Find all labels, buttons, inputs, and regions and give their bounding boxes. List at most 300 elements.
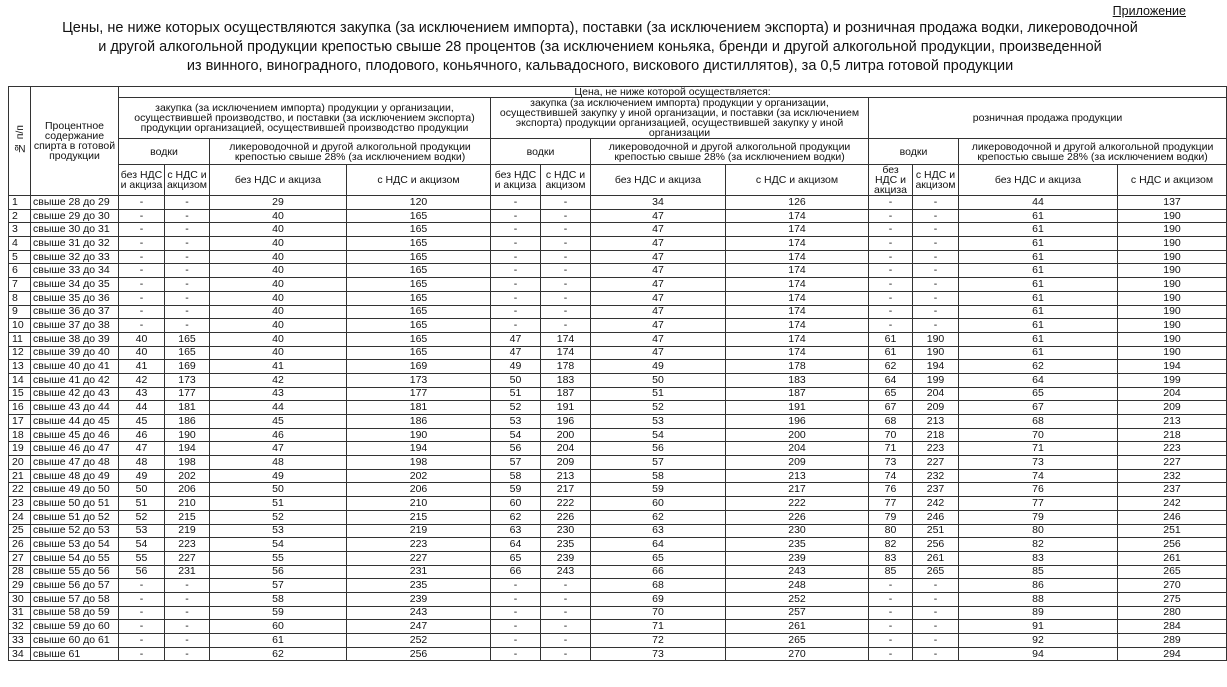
price-cell: - xyxy=(913,606,959,620)
price-cell: 265 xyxy=(726,634,869,648)
price-cell: - xyxy=(491,196,541,210)
price-cell: 231 xyxy=(347,565,491,579)
price-cell: 73 xyxy=(591,647,726,661)
header-group-retail: розничная продажа продукции xyxy=(869,98,1227,139)
price-cell: 232 xyxy=(913,469,959,483)
price-cell: 70 xyxy=(869,428,913,442)
price-cell: 50 xyxy=(491,373,541,387)
price-cell: 65 xyxy=(491,551,541,565)
row-alcohol-range: свыше 60 до 61 xyxy=(31,634,119,648)
price-cell: 50 xyxy=(591,373,726,387)
price-cell: 44 xyxy=(119,401,165,415)
row-alcohol-range: свыше 47 до 48 xyxy=(31,456,119,470)
row-alcohol-range: свыше 55 до 56 xyxy=(31,565,119,579)
price-cell: 261 xyxy=(1118,551,1227,565)
price-cell: 226 xyxy=(726,510,869,524)
price-cell: 61 xyxy=(959,250,1118,264)
table-row xyxy=(9,456,1227,470)
price-cell: 204 xyxy=(726,442,869,456)
price-cell: - xyxy=(119,250,165,264)
price-cell: - xyxy=(913,223,959,237)
price-cell: 261 xyxy=(726,620,869,634)
price-cell: 43 xyxy=(119,387,165,401)
price-cell: 194 xyxy=(165,442,210,456)
price-cell: 94 xyxy=(959,647,1118,661)
price-cell: - xyxy=(869,634,913,648)
price-cell: 256 xyxy=(347,647,491,661)
price-cell: 239 xyxy=(726,551,869,565)
row-alcohol-range: свыше 35 до 36 xyxy=(31,291,119,305)
price-cell: - xyxy=(541,606,591,620)
price-cell: 186 xyxy=(347,415,491,429)
price-cell: 210 xyxy=(347,497,491,511)
price-cell: 70 xyxy=(959,428,1118,442)
price-cell: 223 xyxy=(1118,442,1227,456)
price-cell: 49 xyxy=(491,360,541,374)
price-cell: 56 xyxy=(491,442,541,456)
price-cell: 54 xyxy=(119,538,165,552)
price-cell: - xyxy=(869,196,913,210)
price-cell: 190 xyxy=(1118,250,1227,264)
price-cell: 47 xyxy=(591,332,726,346)
price-cell: 45 xyxy=(210,415,347,429)
row-number: 10 xyxy=(9,319,31,333)
price-cell: 82 xyxy=(869,538,913,552)
row-number: 4 xyxy=(9,237,31,251)
table-row xyxy=(9,373,1227,387)
header-no-vat: без НДС и акциза xyxy=(210,165,347,196)
price-cell: - xyxy=(541,305,591,319)
price-cell: 186 xyxy=(165,415,210,429)
price-cell: 165 xyxy=(347,319,491,333)
row-alcohol-range: свыше 44 до 45 xyxy=(31,415,119,429)
price-cell: - xyxy=(541,291,591,305)
price-cell: - xyxy=(869,579,913,593)
price-cell: 174 xyxy=(541,332,591,346)
price-cell: - xyxy=(913,250,959,264)
price-cell: - xyxy=(119,634,165,648)
table-row xyxy=(9,551,1227,565)
price-cell: 64 xyxy=(869,373,913,387)
price-cell: - xyxy=(165,620,210,634)
price-cell: 40 xyxy=(210,278,347,292)
header-liquor: ликероводочной и другой алкогольной продукции крепостью свыше 28% (за исключением водки) xyxy=(210,139,491,165)
price-cell: 187 xyxy=(541,387,591,401)
price-cell: 61 xyxy=(959,223,1118,237)
row-number: 8 xyxy=(9,291,31,305)
price-cell: 69 xyxy=(591,592,726,606)
price-cell: - xyxy=(491,620,541,634)
price-cell: 47 xyxy=(591,346,726,360)
price-cell: 174 xyxy=(726,223,869,237)
price-cell: - xyxy=(541,278,591,292)
price-cell: - xyxy=(869,305,913,319)
price-cell: 187 xyxy=(726,387,869,401)
price-cell: - xyxy=(165,223,210,237)
price-cell: 62 xyxy=(210,647,347,661)
price-cell: - xyxy=(869,647,913,661)
price-cell: 54 xyxy=(491,428,541,442)
price-cell: - xyxy=(869,319,913,333)
price-cell: 61 xyxy=(869,346,913,360)
price-cell: 217 xyxy=(541,483,591,497)
price-cell: 190 xyxy=(1118,332,1227,346)
price-cell: - xyxy=(913,237,959,251)
price-cell: - xyxy=(165,634,210,648)
price-cell: 92 xyxy=(959,634,1118,648)
price-cell: - xyxy=(541,209,591,223)
price-cell: - xyxy=(869,278,913,292)
price-cell: 261 xyxy=(913,551,959,565)
price-cell: 74 xyxy=(959,469,1118,483)
price-cell: 65 xyxy=(959,387,1118,401)
price-cell: 190 xyxy=(347,428,491,442)
price-cell: 198 xyxy=(165,456,210,470)
price-cell: 57 xyxy=(210,579,347,593)
price-cell: - xyxy=(869,291,913,305)
price-cell: 165 xyxy=(165,332,210,346)
price-cell: 58 xyxy=(591,469,726,483)
price-cell: 43 xyxy=(210,387,347,401)
row-number: 27 xyxy=(9,551,31,565)
price-cell: - xyxy=(541,592,591,606)
price-cell: 218 xyxy=(913,428,959,442)
price-cell: 52 xyxy=(491,401,541,415)
price-cell: 47 xyxy=(591,278,726,292)
price-cell: 137 xyxy=(1118,196,1227,210)
price-cell: 173 xyxy=(347,373,491,387)
price-cell: 41 xyxy=(119,360,165,374)
price-cell: 196 xyxy=(726,415,869,429)
price-cell: - xyxy=(913,579,959,593)
price-cell: 58 xyxy=(210,592,347,606)
price-cell: 174 xyxy=(726,237,869,251)
row-alcohol-range: свыше 41 до 42 xyxy=(31,373,119,387)
row-alcohol-range: свыше 58 до 59 xyxy=(31,606,119,620)
price-cell: - xyxy=(165,579,210,593)
price-cell: 67 xyxy=(869,401,913,415)
table-row xyxy=(9,620,1227,634)
price-cell: - xyxy=(165,305,210,319)
row-number: 30 xyxy=(9,592,31,606)
price-cell: 56 xyxy=(591,442,726,456)
row-alcohol-range: свыше 40 до 41 xyxy=(31,360,119,374)
row-number: 13 xyxy=(9,360,31,374)
price-cell: 60 xyxy=(491,497,541,511)
price-cell: - xyxy=(491,250,541,264)
header-with-vat: с НДС и акцизом xyxy=(347,165,491,196)
row-number: 32 xyxy=(9,620,31,634)
price-cell: 46 xyxy=(210,428,347,442)
price-cell: 280 xyxy=(1118,606,1227,620)
price-cell: 165 xyxy=(347,250,491,264)
row-alcohol-range: свыше 56 до 57 xyxy=(31,579,119,593)
table-row xyxy=(9,346,1227,360)
header-vodka: водки xyxy=(869,139,959,165)
row-alcohol-range: свыше 37 до 38 xyxy=(31,319,119,333)
price-cell: 50 xyxy=(119,483,165,497)
price-cell: 80 xyxy=(869,524,913,538)
price-cell: 190 xyxy=(1118,264,1227,278)
price-cell: - xyxy=(119,305,165,319)
price-cell: 181 xyxy=(347,401,491,415)
price-cell: 265 xyxy=(913,565,959,579)
price-cell: 73 xyxy=(959,456,1118,470)
price-cell: 74 xyxy=(869,469,913,483)
price-cell: 86 xyxy=(959,579,1118,593)
price-cell: 174 xyxy=(726,264,869,278)
table-row xyxy=(9,209,1227,223)
price-cell: 183 xyxy=(541,373,591,387)
price-cell: 40 xyxy=(210,250,347,264)
row-alcohol-range: свыше 38 до 39 xyxy=(31,332,119,346)
price-cell: - xyxy=(491,264,541,278)
price-cell: - xyxy=(869,237,913,251)
price-cell: - xyxy=(541,223,591,237)
row-alcohol-range: свыше 50 до 51 xyxy=(31,497,119,511)
price-cell: - xyxy=(541,264,591,278)
price-cell: - xyxy=(165,196,210,210)
row-number: 31 xyxy=(9,606,31,620)
price-cell: 61 xyxy=(959,278,1118,292)
price-cell: 169 xyxy=(165,360,210,374)
price-cell: 77 xyxy=(959,497,1118,511)
row-number: 6 xyxy=(9,264,31,278)
row-alcohol-range: свыше 36 до 37 xyxy=(31,305,119,319)
price-cell: - xyxy=(119,592,165,606)
table-row xyxy=(9,524,1227,538)
price-cell: - xyxy=(869,606,913,620)
price-cell: 242 xyxy=(1118,497,1227,511)
price-cell: 79 xyxy=(869,510,913,524)
price-cell: 251 xyxy=(913,524,959,538)
row-alcohol-range: свыше 48 до 49 xyxy=(31,469,119,483)
price-cell: 42 xyxy=(119,373,165,387)
header-group-reseller: закупка (за исключением импорта) продукции у организации, осуществившей закупку у иной организации, и поставки (за исключением экспорта) продукции организацией, осуществившей закупку у иной организации xyxy=(491,98,869,139)
table-row xyxy=(9,387,1227,401)
table-row xyxy=(9,401,1227,415)
price-cell: 40 xyxy=(210,223,347,237)
price-cell: 223 xyxy=(347,538,491,552)
price-cell: 55 xyxy=(210,551,347,565)
price-cell: - xyxy=(491,579,541,593)
price-cell: 239 xyxy=(541,551,591,565)
price-cell: 199 xyxy=(1118,373,1227,387)
row-alcohol-range: свыше 57 до 58 xyxy=(31,592,119,606)
price-cell: - xyxy=(119,647,165,661)
price-cell: 177 xyxy=(165,387,210,401)
price-cell: 247 xyxy=(347,620,491,634)
price-cell: 51 xyxy=(591,387,726,401)
price-cell: 218 xyxy=(1118,428,1227,442)
price-cell: 190 xyxy=(1118,237,1227,251)
price-cell: 120 xyxy=(347,196,491,210)
header-row-number: № п/п xyxy=(9,87,31,196)
price-cell: - xyxy=(119,264,165,278)
price-cell: 47 xyxy=(591,264,726,278)
price-cell: 59 xyxy=(491,483,541,497)
row-number: 9 xyxy=(9,305,31,319)
price-cell: 252 xyxy=(347,634,491,648)
price-cell: 45 xyxy=(119,415,165,429)
price-cell: - xyxy=(913,196,959,210)
price-cell: 59 xyxy=(210,606,347,620)
table-row xyxy=(9,196,1227,210)
price-cell: 40 xyxy=(119,332,165,346)
price-cell: - xyxy=(869,592,913,606)
price-cell: 209 xyxy=(726,456,869,470)
price-cell: 53 xyxy=(119,524,165,538)
price-cell: 174 xyxy=(726,332,869,346)
price-cell: - xyxy=(913,647,959,661)
price-cell: - xyxy=(165,264,210,278)
price-cell: 40 xyxy=(210,319,347,333)
row-alcohol-range: свыше 54 до 55 xyxy=(31,551,119,565)
table-body xyxy=(9,196,1227,661)
price-cell: 223 xyxy=(165,538,210,552)
row-number: 29 xyxy=(9,579,31,593)
title-line-1: Цены, не ниже которых осуществляются закупка (за исключением импорта), поставки (за исключением экспорта) и розничная продажа водки, ликероводочной xyxy=(62,20,1138,36)
price-cell: 209 xyxy=(913,401,959,415)
price-cell: - xyxy=(491,209,541,223)
table-row xyxy=(9,634,1227,648)
row-alcohol-range: свыше 52 до 53 xyxy=(31,524,119,538)
price-cell: 174 xyxy=(726,346,869,360)
header-with-vat: с НДС и акцизом xyxy=(913,165,959,196)
price-cell: 178 xyxy=(726,360,869,374)
price-cell: 61 xyxy=(959,237,1118,251)
row-number: 17 xyxy=(9,415,31,429)
price-cell: 210 xyxy=(165,497,210,511)
price-cell: - xyxy=(165,606,210,620)
header-vodka: водки xyxy=(119,139,210,165)
price-cell: 47 xyxy=(591,319,726,333)
title-line-2: и другой алкогольной продукции крепостью свыше 28 процентов (за исключением коньяка, бренди и другой алкогольной продукции, произведенной xyxy=(98,39,1102,55)
row-number: 21 xyxy=(9,469,31,483)
price-cell: 126 xyxy=(726,196,869,210)
price-cell: 68 xyxy=(869,415,913,429)
table-row xyxy=(9,264,1227,278)
row-alcohol-range: свыше 32 до 33 xyxy=(31,250,119,264)
price-cell: - xyxy=(491,223,541,237)
price-cell: 88 xyxy=(959,592,1118,606)
price-cell: 217 xyxy=(726,483,869,497)
price-cell: 82 xyxy=(959,538,1118,552)
price-cell: - xyxy=(869,209,913,223)
price-cell: 190 xyxy=(1118,278,1227,292)
price-cell: 40 xyxy=(210,264,347,278)
price-cell: 91 xyxy=(959,620,1118,634)
price-cell: 60 xyxy=(591,497,726,511)
row-number: 18 xyxy=(9,428,31,442)
price-cell: 213 xyxy=(1118,415,1227,429)
price-cell: 59 xyxy=(591,483,726,497)
price-cell: 202 xyxy=(347,469,491,483)
price-cell: 47 xyxy=(491,346,541,360)
price-cell: 40 xyxy=(210,332,347,346)
price-cell: 215 xyxy=(165,510,210,524)
price-cell: 183 xyxy=(726,373,869,387)
price-cell: - xyxy=(913,278,959,292)
header-group-producer: закупка (за исключением импорта) продукции у организации, осуществившей производство, и поставки (за исключением экспорта) продукции организацией, осуществившей производство продукции xyxy=(119,98,491,139)
price-cell: - xyxy=(541,237,591,251)
table-row xyxy=(9,250,1227,264)
row-alcohol-range: свыше 51 до 52 xyxy=(31,510,119,524)
table-row xyxy=(9,360,1227,374)
price-cell: 61 xyxy=(959,305,1118,319)
price-cell: 71 xyxy=(591,620,726,634)
price-cell: 61 xyxy=(959,346,1118,360)
price-cell: 40 xyxy=(119,346,165,360)
row-alcohol-range: свыше 33 до 34 xyxy=(31,264,119,278)
price-cell: 173 xyxy=(165,373,210,387)
header-with-vat: с НДС и акцизом xyxy=(726,165,869,196)
price-cell: 165 xyxy=(347,291,491,305)
price-cell: 79 xyxy=(959,510,1118,524)
price-cell: - xyxy=(119,606,165,620)
price-cell: 61 xyxy=(959,319,1118,333)
row-number: 5 xyxy=(9,250,31,264)
row-number: 24 xyxy=(9,510,31,524)
price-cell: - xyxy=(869,620,913,634)
price-cell: 289 xyxy=(1118,634,1227,648)
price-cell: 61 xyxy=(210,634,347,648)
price-cell: 215 xyxy=(347,510,491,524)
price-cell: - xyxy=(541,620,591,634)
row-number: 26 xyxy=(9,538,31,552)
price-cell: 54 xyxy=(210,538,347,552)
price-cell: 56 xyxy=(119,565,165,579)
row-alcohol-range: свыше 53 до 54 xyxy=(31,538,119,552)
price-cell: 83 xyxy=(959,551,1118,565)
header-liquor: ликероводочной и другой алкогольной продукции крепостью свыше 28% (за исключением водки) xyxy=(959,139,1227,165)
price-cell: - xyxy=(913,264,959,278)
price-cell: - xyxy=(541,647,591,661)
price-cell: 227 xyxy=(165,551,210,565)
header-vodka: водки xyxy=(491,139,591,165)
table-row xyxy=(9,442,1227,456)
price-cell: 44 xyxy=(959,196,1118,210)
price-cell: 64 xyxy=(591,538,726,552)
price-cell: 40 xyxy=(210,291,347,305)
price-cell: 243 xyxy=(347,606,491,620)
price-cell: - xyxy=(541,250,591,264)
row-number: 28 xyxy=(9,565,31,579)
price-cell: 199 xyxy=(913,373,959,387)
price-cell: - xyxy=(165,209,210,223)
price-cell: - xyxy=(913,592,959,606)
price-cell: 85 xyxy=(869,565,913,579)
price-cell: 231 xyxy=(165,565,210,579)
price-cell: 165 xyxy=(347,332,491,346)
header-with-vat: с НДС и акцизом xyxy=(165,165,210,196)
price-cell: 294 xyxy=(1118,647,1227,661)
price-cell: - xyxy=(541,196,591,210)
header-no-vat: без НДС и акциза xyxy=(591,165,726,196)
price-cell: 49 xyxy=(591,360,726,374)
price-cell: 223 xyxy=(913,442,959,456)
row-number: 3 xyxy=(9,223,31,237)
price-cell: 177 xyxy=(347,387,491,401)
price-cell: 227 xyxy=(347,551,491,565)
price-cell: 76 xyxy=(959,483,1118,497)
price-cell: 55 xyxy=(119,551,165,565)
price-cell: 62 xyxy=(869,360,913,374)
price-cell: 222 xyxy=(541,497,591,511)
price-cell: - xyxy=(165,250,210,264)
header-no-vat: без НДС и акциза xyxy=(491,165,541,196)
price-cell: 58 xyxy=(491,469,541,483)
